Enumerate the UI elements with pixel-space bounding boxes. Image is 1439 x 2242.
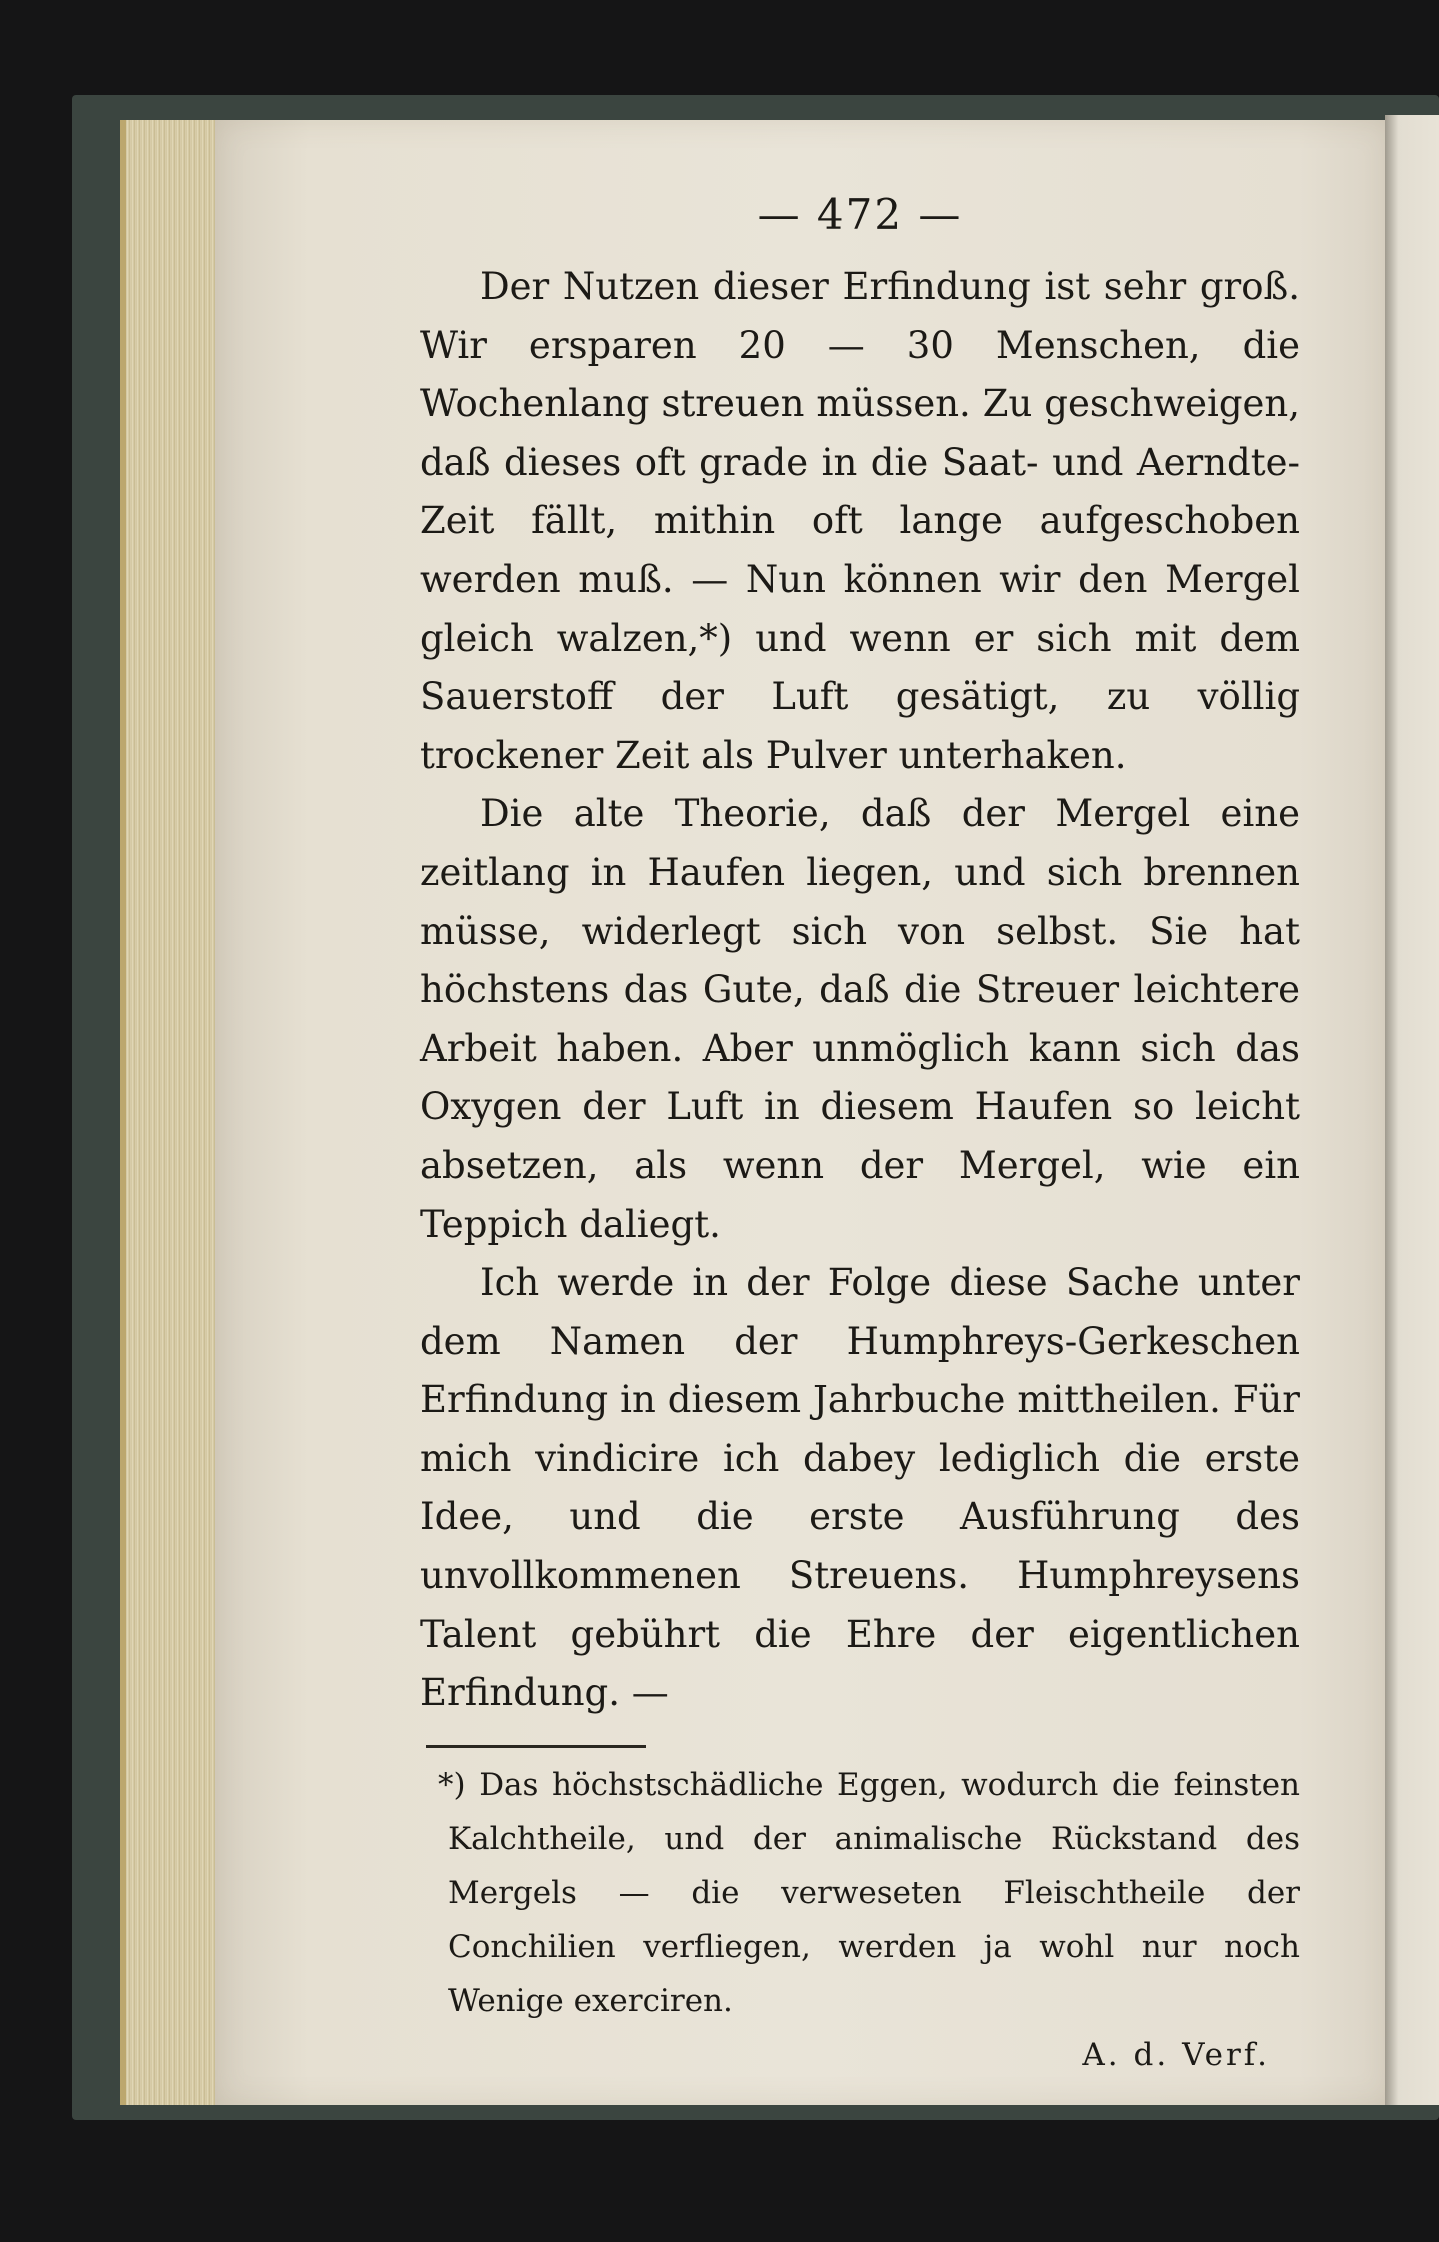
facing-page-edge <box>1385 115 1439 2105</box>
footnote: *) Das höchstschädliche Eggen, wodurch die feinsten Kalchtheile, und der animalische Rückstand des Mergels — die verweseten Fleischtheile der Conchilien verfliegen, werden ja wohl nur noch Wenige exerciren. <box>438 1766 1300 2019</box>
page-content <box>420 190 1300 2082</box>
page-number: — 472 — <box>757 190 963 239</box>
paragraph-3: Ich werde in der Folge diese Sache unter dem Namen der Humphreys-Gerkeschen Erfindung in diesem Jahrbuche mittheilen. Für mich vindicire ich dabey lediglich die erste Idee, und die erste Ausführung des unvollkommenen Streuens. Humphreysens Talent gebührt die Ehre der eigentlichen Erfindung. — <box>420 1261 1300 1715</box>
paragraph-2: Die alte Theorie, daß der Mergel eine zeitlang in Haufen liegen, und sich brennen müsse, widerlegt sich von selbst. Sie hat höchstens das Gute, daß die Streuer leichtere Arbeit haben. Aber unmöglich kann sich das Oxygen der Luft in diesem Haufen so leicht absetzen, als wenn der Mergel, wie ein Teppich daliegt. <box>420 792 1300 1246</box>
footnote-signature: A. d. Verf. <box>1082 2036 1270 2073</box>
paragraph-1: Der Nutzen dieser Erfindung ist sehr groß. Wir ersparen 20 — 30 Menschen, die Wochenlang streuen müssen. Zu geschweigen, daß dieses oft grade in die Saat- und Aerndte-Zeit fällt, mithin oft lange aufgeschoben werden muß. — Nun können wir den Mergel gleich walzen,*) und wenn er sich mit dem Sauerstoff der Luft gesätigt, zu völlig trockener Zeit als Pulver unterhaken. <box>420 265 1300 777</box>
footnote-rule <box>426 1745 646 1748</box>
